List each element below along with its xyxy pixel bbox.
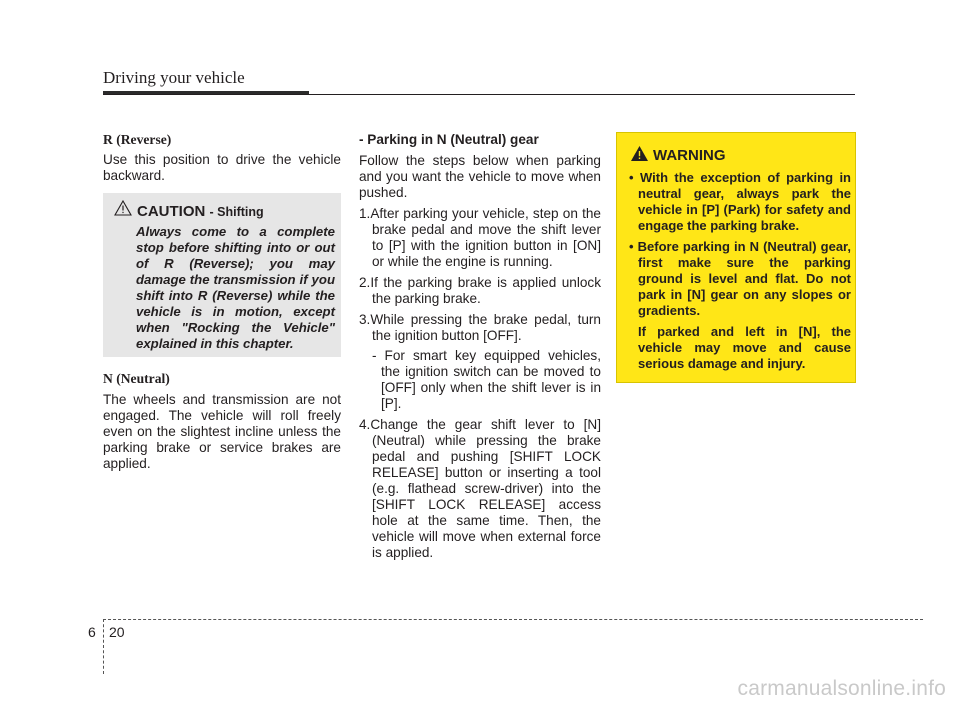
left-column	[103, 132, 341, 184]
warning-body	[625, 170, 851, 372]
warning-continuation: If parked and left in [N], the vehicle may move and cause serious damage and injury.	[638, 324, 851, 371]
caution-title	[137, 203, 264, 220]
sub-step-item: - For smart key equipped vehicles, the ignition switch can be moved to [OFF] only when the shift lever is in [P].	[372, 348, 601, 411]
step-item: 2.If the parking brake is applied unlock the parking brake.	[359, 275, 601, 306]
reverse-text: Use this position to drive the vehicle backward.	[103, 152, 341, 183]
middle-column	[359, 132, 601, 561]
neutral-section	[103, 371, 341, 472]
reverse-heading: R (Reverse)	[103, 132, 172, 147]
page-number: 20	[109, 624, 125, 640]
step-item: 3.While pressing the brake pedal, turn the ignition button [OFF].	[359, 312, 601, 343]
header-rule	[103, 94, 855, 95]
parking-neutral-heading: - Parking in N (Neutral) gear	[359, 132, 539, 147]
warning-triangle-icon	[630, 145, 649, 162]
warning-box	[616, 132, 856, 383]
step-item: 4.Change the gear shift lever to [N] (Neutral) while pressing the brake pedal and pushing [SHIFT LOCK RELEASE] button or inserting a tool (e.g. flathead screw-driver) into the [SHIFT LOCK RELEASE] access hole at the same time. Then, the vehicle will move when external force is applied.	[359, 417, 601, 560]
warning-bullet: • With the exception of parking in neutral gear, always park the vehicle in [P] (Park) for safety and engage the parking brake.	[629, 170, 851, 233]
header-title: Driving your vehicle	[103, 68, 245, 87]
neutral-text: The wheels and transmission are not engaged. The vehicle will roll freely even on the slightest incline unless the parking brake or service brakes are applied.	[103, 392, 341, 471]
parking-neutral-intro: Follow the steps below when parking and you want the vehicle to move when pushed.	[359, 153, 601, 200]
warning-title: WARNING	[653, 147, 726, 164]
warning-bullet-text: Before parking in N (Neutral) gear, first make sure the parking ground is level and flat. Do not park in [N] gear on any slopes or gradients.	[637, 239, 851, 318]
caution-subtitle: - Shifting	[209, 205, 264, 219]
caution-triangle-icon	[114, 200, 132, 216]
caution-body: Always come to a complete stop before shifting into or out of R (Reverse); you may damage the transmission if you shift into R (Reverse) while the vehicle is in motion, except when "Rocking the Vehicle" explained in this chapter.	[136, 224, 335, 351]
step-item: 1.After parking your vehicle, step on the brake pedal and move the shift lever to [P] with the ignition button in [ON] or while the engine is running.	[359, 206, 601, 269]
warning-bullet: • Before parking in N (Neutral) gear, first make sure the parking ground is level and flat. Do not park in [N] gear on any slopes or gradients.	[629, 239, 851, 318]
caution-box	[103, 193, 341, 357]
chapter-number: 6	[88, 624, 96, 640]
watermark: carmanualsonline.info	[737, 677, 946, 700]
warning-bullet-text: With the exception of parking in neutral gear, always park the vehicle in [P] (Park) for safety and engage the parking brake.	[638, 170, 851, 233]
footer-divider	[103, 619, 104, 674]
neutral-heading: N (Neutral)	[103, 371, 170, 386]
caution-title-text: CAUTION	[137, 203, 206, 220]
footer-rule	[103, 619, 923, 620]
